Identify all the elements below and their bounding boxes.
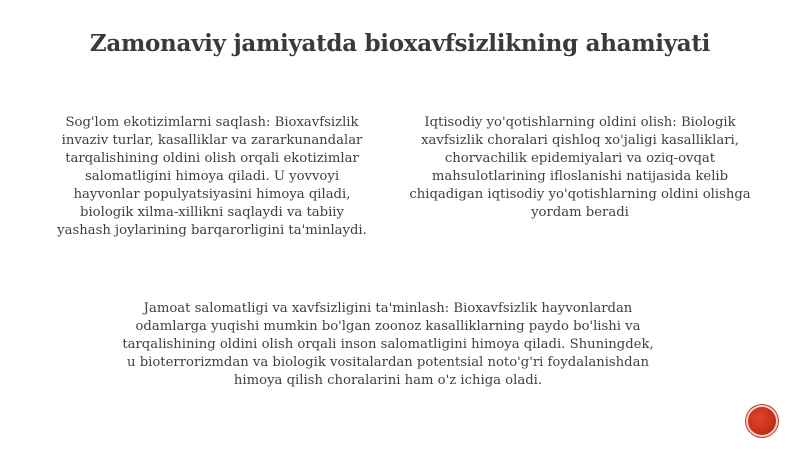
slide-nav-button[interactable] xyxy=(748,407,776,435)
text-block-economic-losses: Iqtisodiy yo'qotishlarning oldini olish: Biologik xavfsizlik choralari qishloq xo'jaligi kasalliklari, chorvachilik epidemiyalari va oziq-ovqat mahsulotlarining ifloslanishi natijasida kelib chiqadigan iqtisodiy yo'qotishlarning oldini olishga yordam beradi xyxy=(409,115,751,220)
slide-title: Zamonaviy jamiyatda bioxavfsizlikning ahamiyati xyxy=(89,30,711,57)
text-block-public-health: Jamoat salomatligi va xavfsizligini ta'minlash: Bioxavfsizlik hayvonlardan odamlarga yuqishi mumkin bo'lgan zoonoz kasalliklarning paydo bo'lishi va tarqalishining oldini olish orqali inson salomatligini himoya qiladi. Shuningdek, u bioterrorizmdan va biologik vositalardan potentsial noto'g'ri foydalanishdan himoya qilish choralarini ham o'z ichiga oladi. xyxy=(122,301,654,388)
text-block-ecosystems: Sog'lom ekotizimlarni saqlash: Bioxavfsizlik invaziv turlar, kasalliklar va zararkunandalar tarqalishining oldini olish orqali ekotizimlar salomatligini himoya qiladi. U yovvoyi hayvonlar populyatsiyasini himoya qiladi, biologik xilma-xillikni saqlaydi va tabiiy yashash joylarining barqarorligini ta'minlaydi. xyxy=(57,115,367,238)
